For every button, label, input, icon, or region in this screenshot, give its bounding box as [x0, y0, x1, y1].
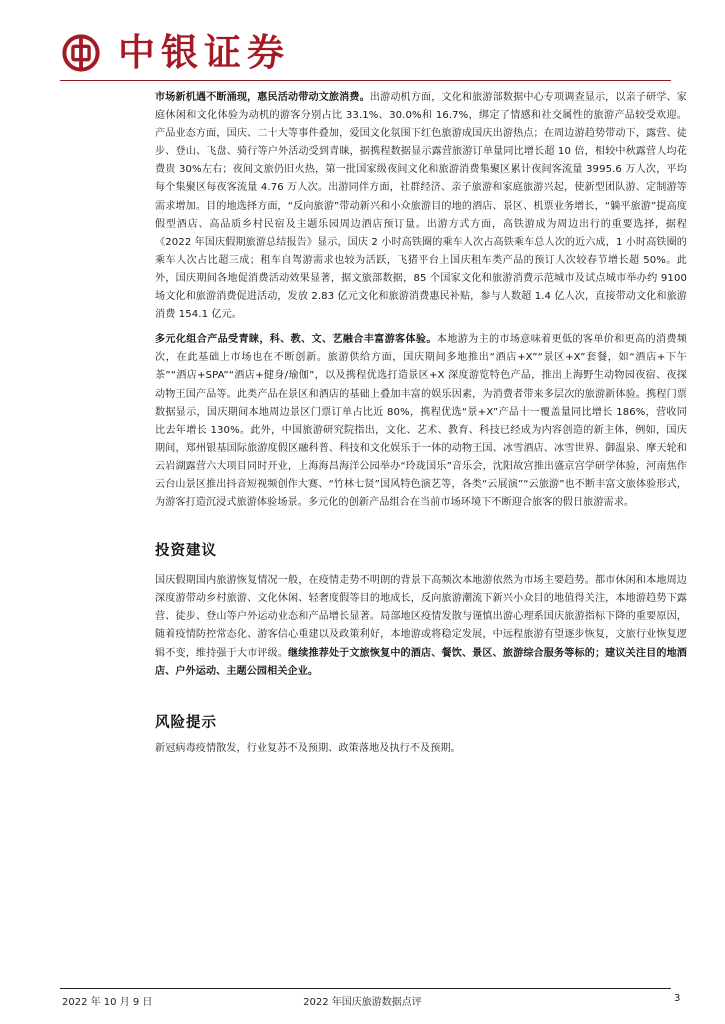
- section-heading-risk: 风险提示: [155, 713, 217, 731]
- report-body: [155, 82, 687, 758]
- section-heading-investment: 投资建议: [155, 542, 217, 560]
- footer-divider: [60, 988, 671, 989]
- paragraph-recommendation: 继续推荐处于文旅恢复中的酒店、餐饮、景区、旅游综合服务等标的；建议关注目的地酒店、户外运动、主题公园相关企业。: [155, 647, 687, 677]
- footer-date: 2022 年 10 月 9 日: [62, 997, 153, 1008]
- brand-name: 中银证券: [118, 30, 290, 74]
- paragraph-text: 国庆假期国内旅游恢复情况一般，在疫情走势不明朗的背景下高频次本地游依然为市场主要趋势。都市休闲和本地周边深度游带动乡村旅游、文化休闲、轻奢度假等目的地成长，反向旅游潮流下新兴小众目的地值得关注，本地游趋势下露营、徒步、登山等户外运动业态和产品增长显著。局部地区疫情发散与谨慎出游心理系国庆旅游指标下降的重要原因，随着疫情防控常态化、游客信心重建以及政策利好，本地游或将稳定发展，中远程旅游有望逐步恢复，文旅行业恢复逻辑不变，维持强于大市评级。: [155, 575, 687, 659]
- paragraph-text: 出游动机方面，文化和旅游部数据中心专项调查显示，以亲子研学、家庭休闲和文化体验为动机的游客分别占比 33.1%、30.0%和 16.7%，绑定了情感和社交属性的旅游产品较受欢迎。产品业态方面，国庆、二十大等事件叠加，爱国文化氛围下红色旅游成国庆出游热点；在周边游趋势带动下，露营、徒步、登山、飞盘、骑行等户外活动受到青睐，据携程数据显示露营旅游订单量同比增长超 10 倍，相较中秋露营人均花费贵 30%左右；夜间文旅仍旧火热，第一批国家级夜间文化和旅游消费集聚区累计夜间客流量 3995.6 万人次，平均每个集聚区每夜客流量 4.76 万人次。出游同伴方面，社群经济、亲子旅游和家庭旅游兴起，使新型团队游、定制游等需求增加。目的地选择方面，“反向旅游”带动新兴和小众旅游目的地的酒店、景区、机票业务增长，“躺平旅游”提高度假型酒店、高品质乡村民宿及主题乐园周边酒店预订量。出游方式方面，高铁游成为周边出行的重要选择，据程《2022 年国庆假期旅游总结报告》显示，国庆 2 小时高铁圈的乘车人次占高铁乘车总人次的近六成，1 小时高铁圈的乘车人次占比超三成；租车自驾游需求也较为活跃，飞猪平台上国庆租车类产品的预订人次较春节增长超 50%。此外，国庆期间各地促消费活动效果显著，据文旅部数据，85 个国家文化和旅游消费示范城市及试点城市举办约 9100 场文化和旅游消费促进活动，发放 2.83 亿元文化和旅游消费惠民补贴，参与人数超 1.4 亿人次，直接带动文化和旅游消费 154.1 亿元。: [155, 92, 687, 321]
- header-divider: [60, 80, 671, 81]
- page-number: 3: [674, 993, 681, 1004]
- paragraph-travel-trends: [155, 89, 687, 324]
- page-header: [0, 0, 725, 82]
- bank-of-china-logo-icon: [62, 34, 100, 72]
- footer-report-title: 2022 年国庆旅游数据点评: [303, 997, 422, 1008]
- paragraph-risk: 新冠病毒疫情散发，行业复苏不及预期、政策落地及执行不及预期。: [155, 742, 461, 754]
- paragraph-lead: 多元化组合产品受青睐，科、教、文、艺融合丰富游客体验。: [155, 334, 437, 346]
- paragraph-investment-advice: [155, 572, 687, 681]
- paragraph-product-mix: [155, 331, 687, 512]
- paragraph-text: 本地游为主的市场意味着更低的客单价和更高的消费频次，在此基础上市场也在不断创新。旅游供给方面，国庆期间多地推出“酒店+X”“景区+X”套餐，如“酒店+下午茶”“酒店+SPA”“酒店+健身/瑜伽”，以及携程优选打造景区+X 深度游览特色产品，推出上海野生动物园夜宿、夜探动物王国产品等。此类产品在景区和酒店的基础上叠加丰富的娱乐因素，为消费者带来多层次的旅游新体验。携程门票数据显示，国庆期间本地周边景区门票订单占比近 80%，携程优选“景+X”产品十一覆盖量同比增长 186%，营收同比去年增长 130%。此外，中国旅游研究院指出，文化、艺术、教育、科技已经成为内容创造的新主体，例如，国庆期间，郑州银基国际旅游度假区融科普、科技和文化娱乐于一体的动物王国、冰雪酒店、冰雪世界、御温泉、摩天轮和云岩湖露营六大项目同时开业，上海海昌海洋公园举办“玲珑国乐”音乐会，沈阳故宫推出盛京宫学研学体验，河南焦作云台山景区推出抖音短视频创作大赛、“竹林七贤”国风特色演艺等，各类“云展演”“云旅游”也不断丰富文旅体验形式，为游客打造沉浸式旅游体验场景。多元化的创新产品组合在当前市场环境下不断迎合旅客的假日旅游需求。: [155, 334, 687, 509]
- paragraph-lead: 市场新机遇不断涌现，惠民活动带动文旅消费。: [155, 92, 370, 103]
